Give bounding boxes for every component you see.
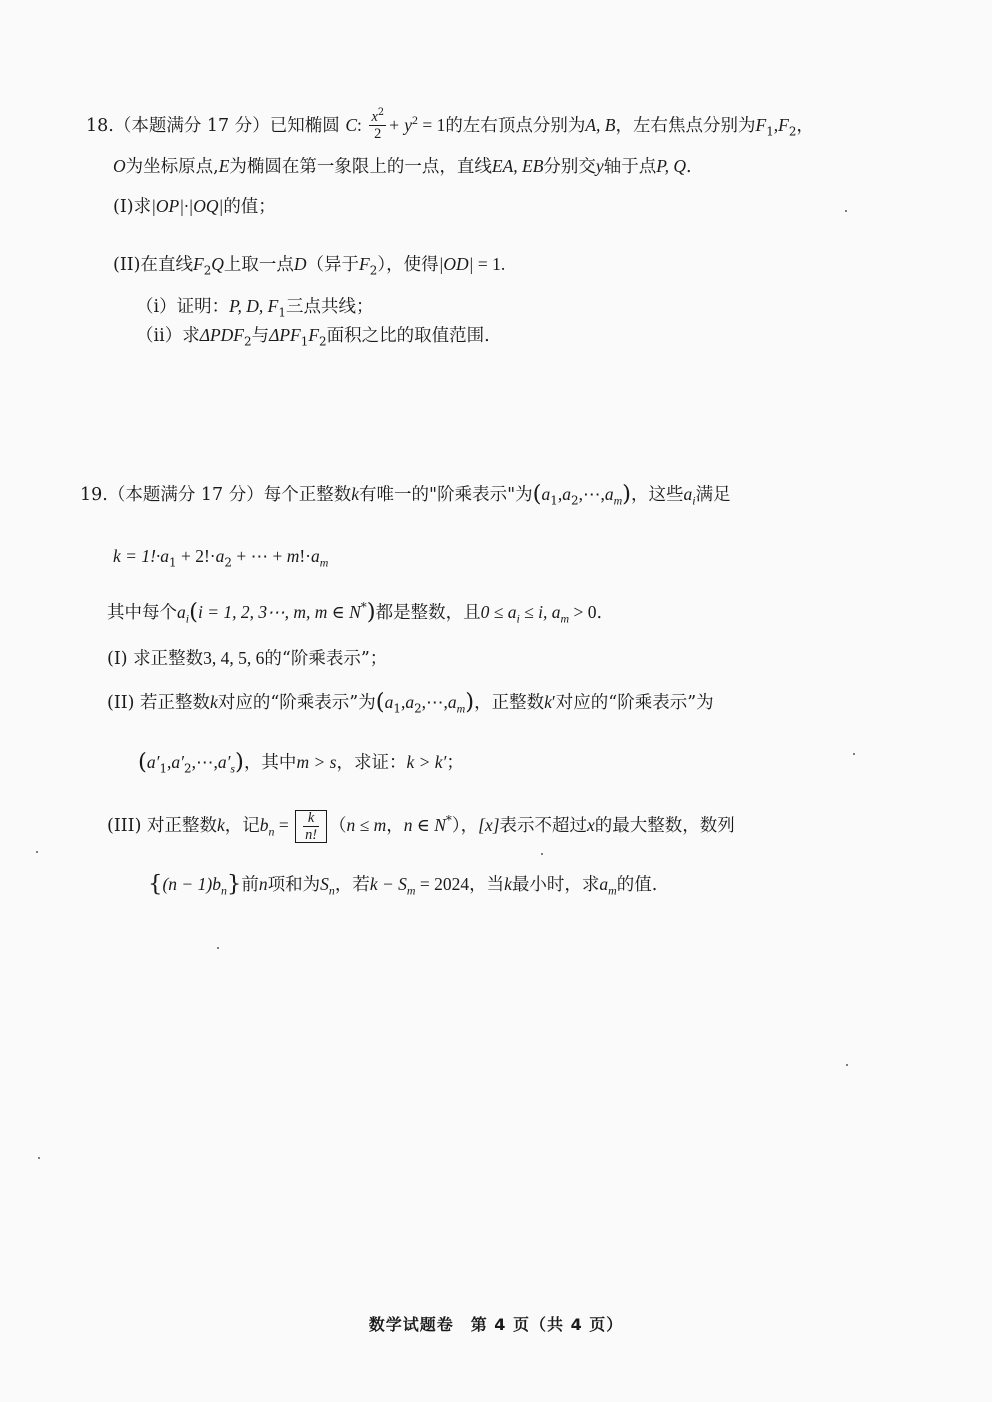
q19-text: ，当 bbox=[469, 875, 505, 895]
q19-text: 每个正整数 bbox=[263, 485, 352, 505]
var-bn: b bbox=[259, 815, 269, 835]
q18-sub2: （ii）求$\Delta PDF_2$与$\Delta PF_1F_2$面积之比的取值范围. bbox=[136, 325, 490, 349]
scan-speck bbox=[853, 753, 855, 755]
q19-text: ， bbox=[386, 816, 404, 836]
q18-text: 已知椭圆 bbox=[269, 116, 340, 136]
var-am: a bbox=[599, 874, 609, 894]
q19-text: 的“阶乘表示”； bbox=[264, 649, 388, 669]
q18-text: ），使得 bbox=[377, 255, 439, 275]
q19-text: ，若 bbox=[334, 875, 370, 895]
q18-part1 bbox=[113, 194, 276, 219]
n-le-m: n ≤ m bbox=[346, 815, 387, 835]
scan-speck bbox=[38, 1157, 40, 1159]
q19-number: 19. bbox=[80, 485, 108, 505]
q19-text: 对应的“阶乘表示”为 bbox=[555, 693, 714, 713]
q19-part1 bbox=[107, 646, 387, 671]
q18-number: 18. bbox=[86, 116, 114, 136]
var-k: k bbox=[351, 484, 360, 504]
q19-text: 的值. bbox=[616, 875, 658, 895]
tuple-a: a bbox=[541, 484, 551, 504]
q19-text: 的最大整数，数列 bbox=[594, 816, 735, 836]
q19-text: 其中每个 bbox=[107, 603, 177, 623]
q19-text: 对应的“阶乘表示”为 bbox=[217, 693, 376, 713]
k-minus-sm: k − S bbox=[369, 874, 407, 894]
q19-part2-line1: (II) 若正整数k对应的“阶乘表示”为$(a_1,a_2,\cdots,a_m)$，正整数k′对应的“阶乘表示”为 bbox=[107, 689, 714, 716]
q19-text: 有唯一的"阶乘表示"为 bbox=[359, 485, 533, 505]
floor-bracket: $\frac{k}{n!}$ bbox=[295, 810, 327, 843]
q18-score: （本题满分 17 分） bbox=[113, 116, 270, 136]
factorial-formula: k = 1!·a bbox=[113, 546, 170, 566]
n-in-n: n ∈ N bbox=[403, 815, 446, 835]
var-x: x bbox=[587, 815, 595, 835]
floor-x: [x] bbox=[478, 815, 500, 835]
q18-text: 分别交 bbox=[543, 157, 596, 177]
sub-label: （ii）求 bbox=[136, 326, 200, 346]
q19-part2-line2: $(a'_1,a'_2,\cdots,a'_s)$，其中m > s，求证：k > k′； bbox=[138, 749, 464, 776]
sub-label: （i）证明： bbox=[136, 297, 230, 317]
scan-speck bbox=[541, 853, 543, 855]
q19-line3: 其中每个$a_i(i = 1$, 2, 3⋯, m, m ∈ N*)都是整数，且$0 \le a_i \le i$, $a_m > 0$. bbox=[107, 599, 603, 626]
q18-text: 为椭圆在第一象限上的一点，直线 bbox=[229, 157, 492, 177]
q19-text: 表示不超过 bbox=[499, 816, 588, 836]
var-k-prime: k bbox=[544, 692, 552, 712]
ellipse-name: C bbox=[345, 115, 358, 135]
focus-f2: F bbox=[778, 115, 789, 135]
page-footer: 数学试题卷 第 4 页（共 4 页） bbox=[368, 1315, 624, 1334]
var-k: k bbox=[210, 692, 218, 712]
point-d: D bbox=[293, 254, 307, 274]
op-oq-expr: |OP|·|OQ| bbox=[151, 196, 224, 216]
focus-f2: F bbox=[359, 254, 370, 274]
frac-denominator: 2 bbox=[369, 125, 386, 142]
q18-text: 上取一点 bbox=[223, 255, 294, 275]
q19-text: ，其中 bbox=[243, 753, 297, 773]
number-list: 3, 4, 5, 6 bbox=[203, 648, 265, 668]
q18-text: ，左右焦点分别为 bbox=[615, 116, 756, 136]
q18-text: ， bbox=[796, 116, 814, 136]
part-label: (II)在直线 bbox=[113, 255, 193, 275]
fraction-x2-over-2: $\frac{x^2}{2}$ bbox=[371, 107, 385, 142]
point-e: E bbox=[218, 156, 230, 176]
q19-text: ，求证： bbox=[336, 753, 407, 773]
q19-text: （ bbox=[329, 816, 347, 836]
part-label: (I)求 bbox=[113, 197, 152, 217]
q18-text: . bbox=[686, 157, 692, 177]
q19-text: 最小时，求 bbox=[511, 875, 600, 895]
lines-ea-eb: EA, EB bbox=[491, 156, 544, 176]
sum-sn: S bbox=[320, 874, 329, 894]
index-condition: i = 1, 2, 3⋯, m, m ∈ N bbox=[197, 602, 361, 622]
q18-text: 的左右顶点分别为 bbox=[445, 116, 586, 136]
q19-text: ，正整数 bbox=[474, 693, 545, 713]
od-expr: |OD| bbox=[438, 254, 474, 274]
part-label: (II) 若正整数 bbox=[107, 693, 211, 713]
q19-text: ，记 bbox=[224, 816, 260, 836]
q19-text: 都是整数，且 bbox=[375, 603, 481, 623]
scan-speck bbox=[846, 1064, 848, 1066]
q18-text: 轴于点 bbox=[603, 157, 657, 177]
points-pdf1: P, D, F bbox=[229, 296, 279, 316]
triangle-pdf2: ΔPDF bbox=[199, 325, 244, 345]
frac-numerator: x bbox=[371, 109, 378, 125]
q19-formula: $k = 1!\cdot a_1 + 2!\cdot a_2$ + ⋯ + $m!\cdot a_m$ bbox=[113, 546, 329, 570]
q18-text: （异于 bbox=[306, 255, 360, 275]
q18-part2: (II)在直线$F_2Q$上取一点D（异于$F_2$），使得|OD| = 1. bbox=[113, 254, 506, 278]
k-gt-kprime: k > k′ bbox=[406, 752, 447, 772]
q19-text: 项和为 bbox=[267, 875, 321, 895]
q18-text: 三点共线； bbox=[285, 297, 374, 317]
q18-text: 的值； bbox=[223, 197, 276, 217]
scan-speck bbox=[36, 851, 38, 853]
colon: : bbox=[357, 115, 362, 135]
vertices: A, B bbox=[585, 115, 616, 135]
q19-text: . bbox=[596, 603, 603, 623]
q19-text: ； bbox=[446, 753, 464, 773]
var-k: k bbox=[504, 874, 512, 894]
part-label: (I) 求正整数 bbox=[107, 649, 204, 669]
line-f2q: F bbox=[192, 254, 204, 274]
scan-speck bbox=[217, 947, 219, 949]
triangle-pf1f2: ΔPF bbox=[269, 325, 301, 345]
eq-2024: = 2024 bbox=[415, 874, 470, 894]
part-label: (III) 对正整数 bbox=[107, 816, 217, 836]
eq-term: + y bbox=[388, 115, 413, 135]
var-k: k bbox=[216, 815, 225, 835]
origin-o: O bbox=[113, 156, 126, 176]
y-axis: y bbox=[595, 156, 604, 176]
scan-speck bbox=[845, 210, 847, 212]
var-n: n bbox=[258, 874, 268, 894]
point-q: Q bbox=[211, 254, 224, 274]
q19-score: （本题满分 17 分） bbox=[107, 485, 264, 505]
q18-sub1: （i）证明：P, D, $F_1$三点共线； bbox=[136, 296, 374, 320]
od-eq: = 1. bbox=[473, 254, 506, 274]
q19-part3-line1: (III) 对正整数k，记$b_n$ = $\frac{k}{n!}$ （n ≤ m，n ∈ N*），[x]表示不超过x的最大整数，数列 bbox=[107, 810, 735, 843]
q19-text: ，这些 bbox=[631, 485, 684, 505]
ai-inequality: 0 ≤ a bbox=[480, 602, 517, 622]
q19-text: ）， bbox=[451, 816, 479, 836]
q19-text: 满足 bbox=[695, 485, 731, 505]
q19-text: 前 bbox=[241, 875, 259, 895]
q18-text: 面积之比的取值范围. bbox=[326, 326, 490, 346]
sequence-term: (n − 1)b bbox=[162, 874, 221, 894]
q18-line2 bbox=[113, 154, 692, 179]
q18-text: 与 bbox=[251, 326, 270, 346]
q18-text: 为坐标原点, bbox=[125, 157, 219, 177]
m-gt-s: m > s bbox=[296, 752, 337, 772]
eq-end: = 1 bbox=[417, 115, 446, 135]
var-ai: a bbox=[683, 484, 693, 504]
q19-part3-line2: $\{(n - 1)b_n\}$前n项和为$S_n$，若$k - S_m = 2024$，当k最小时，求$a_m$的值. bbox=[148, 871, 658, 898]
q19-line1: 19.（本题满分 17 分）每个正整数k有唯一的"阶乘表示"为$(a_1,a_2,\cdots,a_m)$，这些$a_i$满足 bbox=[80, 481, 731, 508]
points-pq: P, Q bbox=[656, 156, 687, 176]
focus-f1: F bbox=[755, 115, 767, 135]
q18-line1: 18.（本题满分 17 分）已知椭圆 C: $\frac{x^2}{2}$ + $y^2 = 1$的左右顶点分别为A, B，左右焦点分别为$F_1,F_2$， bbox=[86, 107, 814, 142]
